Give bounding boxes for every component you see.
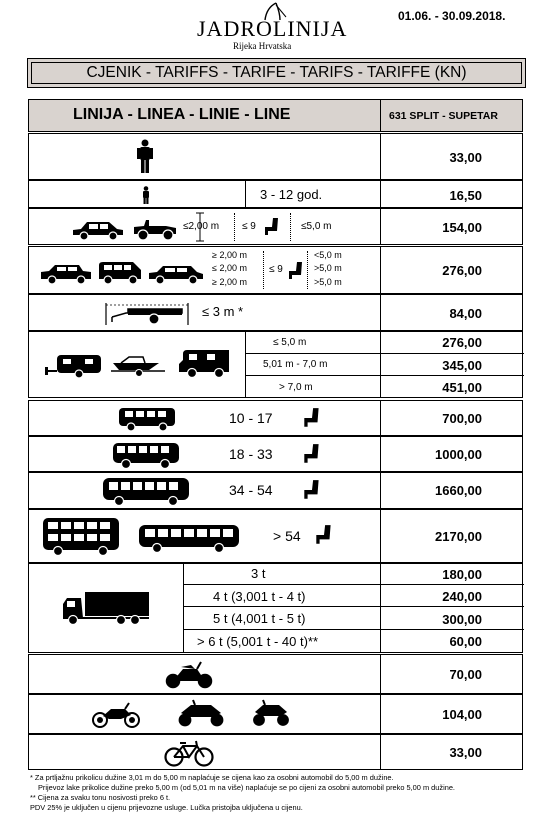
bus-large-icon <box>101 476 191 506</box>
price-bus-large: 1660,00 <box>435 483 482 498</box>
price-truck-1: 180,00 <box>442 567 482 582</box>
dotted-divider <box>234 213 235 241</box>
dotted-divider <box>307 251 308 289</box>
price-bus-xlarge: 2170,00 <box>435 529 482 544</box>
large-car-length-3: >5,0 m <box>314 277 342 287</box>
trailer-icon <box>104 299 190 327</box>
caravan-icon <box>45 353 103 379</box>
van-icon <box>97 261 143 285</box>
motorcycle-icon <box>163 659 215 691</box>
bus-small-seats-label: 10 - 17 <box>229 410 273 426</box>
line-header-label: LINIJA - LINEA - LINIE - LINE <box>73 106 291 123</box>
footnote-1: * Za prtljažnu prikolicu dužine 3,01 m do 5,00 m naplaćuje se cijena kao za osobni automobil do 5,00 m dužine. <box>30 773 394 782</box>
adult-person-icon <box>137 139 153 173</box>
seat-icon <box>303 479 321 501</box>
table-header <box>28 99 523 132</box>
footnote-4: PDV 25% je uključen u cijenu prijevozne usluge. Lučka pristojba uključena u cijenu. <box>30 803 303 812</box>
trailer-length-label: ≤ 3 m * <box>202 304 244 319</box>
row-child <box>28 180 523 208</box>
station-wagon-icon <box>147 263 205 285</box>
dotted-divider <box>263 251 264 289</box>
boat-trailer-icon <box>109 353 167 377</box>
seat-icon <box>264 217 280 237</box>
car-length-label: ≤5,0 m <box>301 221 332 232</box>
car-icon <box>71 219 125 241</box>
price-child: 16,50 <box>449 188 482 203</box>
caravan-length-3: > 7,0 m <box>279 382 313 393</box>
row-truck <box>28 563 523 653</box>
row-bus-xlarge <box>28 509 523 563</box>
camper-icon <box>179 348 233 380</box>
season-dates: 01.06. - 30.09.2018. <box>398 9 506 23</box>
row-trailer <box>28 294 523 331</box>
bicycle-icon <box>163 738 215 768</box>
large-car-height-3: ≥ 2,00 m <box>212 277 247 287</box>
quad-bike-icon <box>175 699 227 729</box>
brand-name: JADROLINIJA <box>197 16 348 41</box>
bus-medium-seats-label: 18 - 33 <box>229 446 273 462</box>
tariff-banner-title: CJENIK - TARIFFS - TARIFE - TARIFS - TARIFFE (KN) <box>86 64 467 81</box>
large-car-height-2: ≤ 2,00 m <box>212 263 247 273</box>
price-bus-medium: 1000,00 <box>435 447 482 462</box>
truck-weight-1: 3 t <box>251 566 266 581</box>
large-car-length-1: <5,0 m <box>314 250 342 260</box>
suv-icon <box>39 263 93 285</box>
price-truck-2: 240,00 <box>442 589 482 604</box>
truck-icon <box>61 590 151 626</box>
price-quad: 104,00 <box>442 707 482 722</box>
price-trailer: 84,00 <box>449 306 482 321</box>
price-bus-small: 700,00 <box>442 411 482 426</box>
large-car-seats: ≤ 9 <box>269 264 283 275</box>
row-bus-medium <box>28 436 523 472</box>
price-caravan-1: 276,00 <box>442 335 482 350</box>
seat-icon <box>303 443 321 465</box>
atv-icon <box>251 699 291 729</box>
car-height-label: ≤2,00 m <box>183 221 220 232</box>
brand-subtitle: Rijeka Hrvatska <box>233 41 292 51</box>
footnote-3: ** Cijena za svaku tonu nosivosti preko 6 t. <box>30 793 171 802</box>
row-bicycle <box>28 734 523 770</box>
price-motorcycle: 70,00 <box>449 667 482 682</box>
large-car-length-2: >5,0 m <box>314 263 342 273</box>
price-caravan-3: 451,00 <box>442 380 482 395</box>
price-caravan-2: 345,00 <box>442 358 482 373</box>
scooter-icon <box>91 701 141 729</box>
footnote-2: Prijevoz lake prikolice dužine preko 5,00 m (od 5,01 m na više) naplaćuje se po cijeni za osobni automobil preko 5,00 m dužine. <box>38 783 455 792</box>
truck-weight-2: 4 t (3,001 t - 4 t) <box>213 589 306 604</box>
car-seats-label: ≤ 9 <box>242 221 256 232</box>
row-caravan <box>28 331 523 398</box>
price-car-large: 276,00 <box>442 263 482 278</box>
row-car-large <box>28 246 523 294</box>
bus-medium-icon <box>111 441 181 469</box>
row-bus-small <box>28 400 523 436</box>
caravan-length-1: ≤ 5,0 m <box>273 337 307 348</box>
tariff-banner <box>27 58 526 88</box>
jeep-icon <box>132 216 178 242</box>
seat-icon <box>303 407 321 429</box>
price-truck-3: 300,00 <box>442 612 482 627</box>
child-age-label: 3 - 12 god. <box>260 187 323 202</box>
price-car: 154,00 <box>442 220 482 235</box>
truck-weight-4: > 6 t (5,001 t - 40 t)** <box>197 634 319 649</box>
minibus-icon <box>117 406 177 432</box>
caravan-length-2: 5,01 m - 7,0 m <box>263 359 328 370</box>
bus-large-seats-label: 34 - 54 <box>229 482 273 498</box>
row-bus-large <box>28 472 523 509</box>
seat-icon <box>288 261 304 281</box>
seat-icon <box>315 524 333 546</box>
row-quad <box>28 694 523 734</box>
price-adult: 33,00 <box>449 150 482 165</box>
bus-xlarge-seats-label: > 54 <box>273 528 301 544</box>
route-header-label: 631 SPLIT - SUPETAR <box>389 110 498 122</box>
double-decker-bus-icon <box>41 516 121 556</box>
row-motorcycle <box>28 654 523 694</box>
large-car-height-1: ≥ 2,00 m <box>212 250 247 260</box>
row-adult <box>28 133 523 180</box>
child-person-icon <box>141 186 151 204</box>
truck-weight-3: 5 t (4,001 t - 5 t) <box>213 611 306 626</box>
coach-bus-icon <box>137 523 241 555</box>
dotted-divider <box>290 213 291 241</box>
price-truck-4: 60,00 <box>449 634 482 649</box>
price-bicycle: 33,00 <box>449 745 482 760</box>
row-car <box>28 208 523 245</box>
